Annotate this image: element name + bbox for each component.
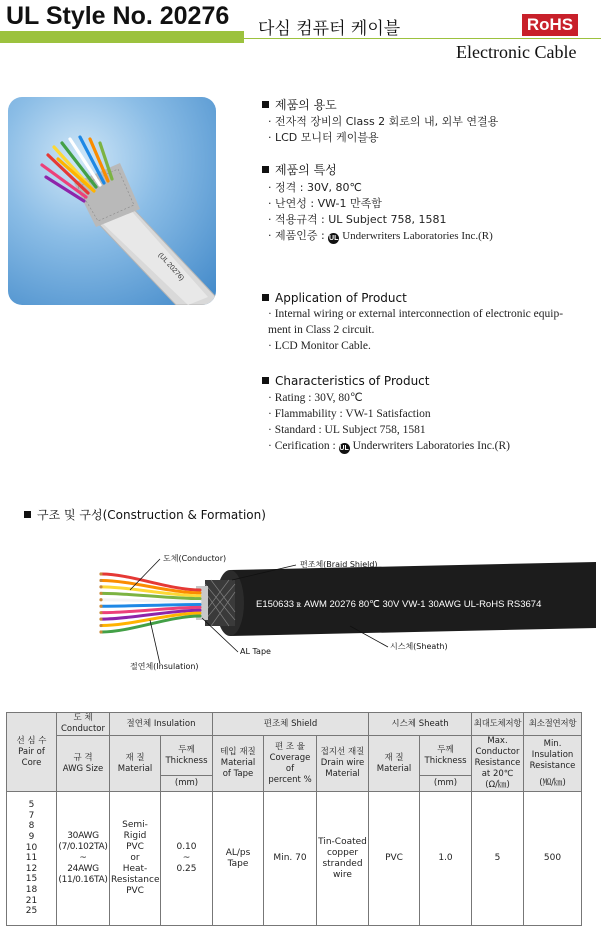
spec-table	[6, 712, 582, 926]
conductor-tip	[99, 611, 102, 614]
sheath-header: 시스체 Sheath	[369, 713, 472, 736]
conductor-label: 도체(Conductor)	[163, 554, 227, 563]
insulation-material-cell: Semi-Rigid PVC or Heat- Resistance PVC	[110, 792, 161, 926]
application-en-item: ment in Class 2 circuit.	[268, 324, 375, 336]
conductor-tip	[99, 605, 102, 608]
features-ko-item: · 적용규격 : UL Subject 758, 1581	[268, 213, 447, 226]
characteristics-en-heading: Characteristics of Product	[262, 374, 429, 388]
characteristics-en-item: · Rating : 30V, 80℃	[268, 392, 363, 404]
title-accent-bar	[0, 31, 244, 43]
coverage-header: 편 조 율 Coverage of percent %	[264, 736, 317, 792]
features-ko-item: · 난연성 : VW-1 만족함	[268, 197, 382, 210]
shield-header: 편조체 Shield	[213, 713, 369, 736]
al-tape-label: AL Tape	[240, 647, 271, 656]
sheath-material-cell: PVC	[369, 792, 420, 926]
insulation-thickness-unit: (mm)	[161, 776, 213, 792]
cable-print-text: E150633 ꭱ AWM 20276 80℃ 30V VW-1 30AWG UL-RoHS RS3674	[256, 599, 542, 610]
insulation-thickness-header: 두께 Thickness	[161, 736, 213, 776]
drain-wire-header: 접지선 재질 Drain wire Material	[317, 736, 369, 792]
product-photo	[8, 97, 216, 305]
conductor-tip	[99, 579, 102, 582]
usage-ko-item: · 전자적 장비의 Class 2 회로의 내, 외부 연결용	[268, 115, 499, 128]
max-resistance-header-ko: 최대도체저항	[472, 713, 524, 736]
max-resistance-cell: 5	[472, 792, 524, 926]
insulation-header: 절연체 Insulation	[110, 713, 213, 736]
ul-logo-icon: UL	[339, 445, 349, 452]
english-subtitle: Electronic Cable	[456, 42, 577, 62]
features-ko-cert: · 제품인증 : UL Underwriters Laboratories Inc.(R)	[268, 229, 493, 242]
conductor-tip	[99, 630, 102, 633]
conductor-tip	[99, 585, 102, 588]
awg-size-header: 규 격 AWG Size	[57, 736, 110, 792]
features-ko-item: · 정격 : 30V, 80℃	[268, 181, 362, 194]
characteristics-en-cert: · Cerification : UL Underwriters Laboratories Inc.(R)	[268, 440, 511, 452]
insulation-label: 절연체(Insulation)	[130, 662, 199, 671]
min-insulation-cell: 500	[524, 792, 582, 926]
characteristics-en-item: · Standard : UL Subject 758, 1581	[268, 424, 426, 436]
cable-photo-illustration	[8, 97, 216, 305]
ul-logo-icon: UL	[329, 235, 339, 242]
awg-size-cell: 30AWG (7/0.102TA) ~ 24AWG (11/0.16TA)	[57, 792, 110, 926]
rohs-badge: RoHS	[522, 14, 578, 36]
insulation-thickness-cell: 0.10 ~ 0.25	[161, 792, 213, 926]
conductor-wire	[102, 600, 200, 602]
braid-shield-label: 편조체(Braid Shield)	[300, 560, 378, 569]
min-insulation-header-ko: 최소절연저항	[524, 713, 582, 736]
sheath-label: 시스체(Sheath)	[390, 642, 448, 651]
pair-core-header: 선 심 수 Pair of Core	[7, 713, 57, 792]
application-en-item: · LCD Monitor Cable.	[268, 340, 371, 352]
tape-material-header: 테입 재질 Material of Tape	[213, 736, 264, 792]
sheath-material-header: 재 질 Material	[369, 736, 420, 792]
max-resistance-header: Max. Conductor Resistance at 20℃ (Ω/㎞)	[472, 736, 524, 792]
cable-print-text: (UL 20276)	[156, 251, 185, 283]
min-insulation-header: Min. Insulation Resistance (㏁/㎞)	[524, 736, 582, 792]
conductor-tip	[99, 592, 102, 595]
korean-subtitle: 다심 컴퓨터 케이블	[258, 19, 401, 39]
conductor-tip	[99, 598, 102, 601]
conductor-tip	[99, 624, 102, 627]
conductor-wire	[102, 604, 200, 606]
insulation-material-header: 재 질 Material	[110, 736, 161, 792]
page-title: UL Style No. 20276	[6, 2, 230, 30]
usage-ko-heading: 제품의 용도	[262, 96, 337, 113]
conductor-tip	[99, 572, 102, 575]
sheath-thickness-unit: (mm)	[420, 776, 472, 792]
application-en-heading: Application of Product	[262, 291, 407, 305]
characteristics-en-item: · Flammability : VW-1 Satisfaction	[268, 408, 431, 420]
conductor-header: 도 체 Conductor	[57, 713, 110, 736]
coverage-cell: Min. 70	[264, 792, 317, 926]
pair-core-cell: 5 7 8 9 10 11 12 15 18 21 25	[7, 792, 57, 926]
tape-material-cell: AL/ps Tape	[213, 792, 264, 926]
conductor-tip	[99, 618, 102, 621]
wire-bundle	[99, 572, 200, 633]
drain-wire-cell: Tin-Coated copper stranded wire	[317, 792, 369, 926]
usage-ko-item: · LCD 모니터 케이블용	[268, 131, 379, 144]
features-ko-heading: 제품의 특성	[262, 161, 337, 178]
sheath-thickness-header: 두께 Thickness	[420, 736, 472, 776]
sheath-thickness-cell: 1.0	[420, 792, 472, 926]
construction-heading: 구조 및 구성(Construction & Formation)	[24, 506, 266, 523]
application-en-item: · Internal wiring or external interconnection of electronic equip-	[268, 308, 564, 320]
